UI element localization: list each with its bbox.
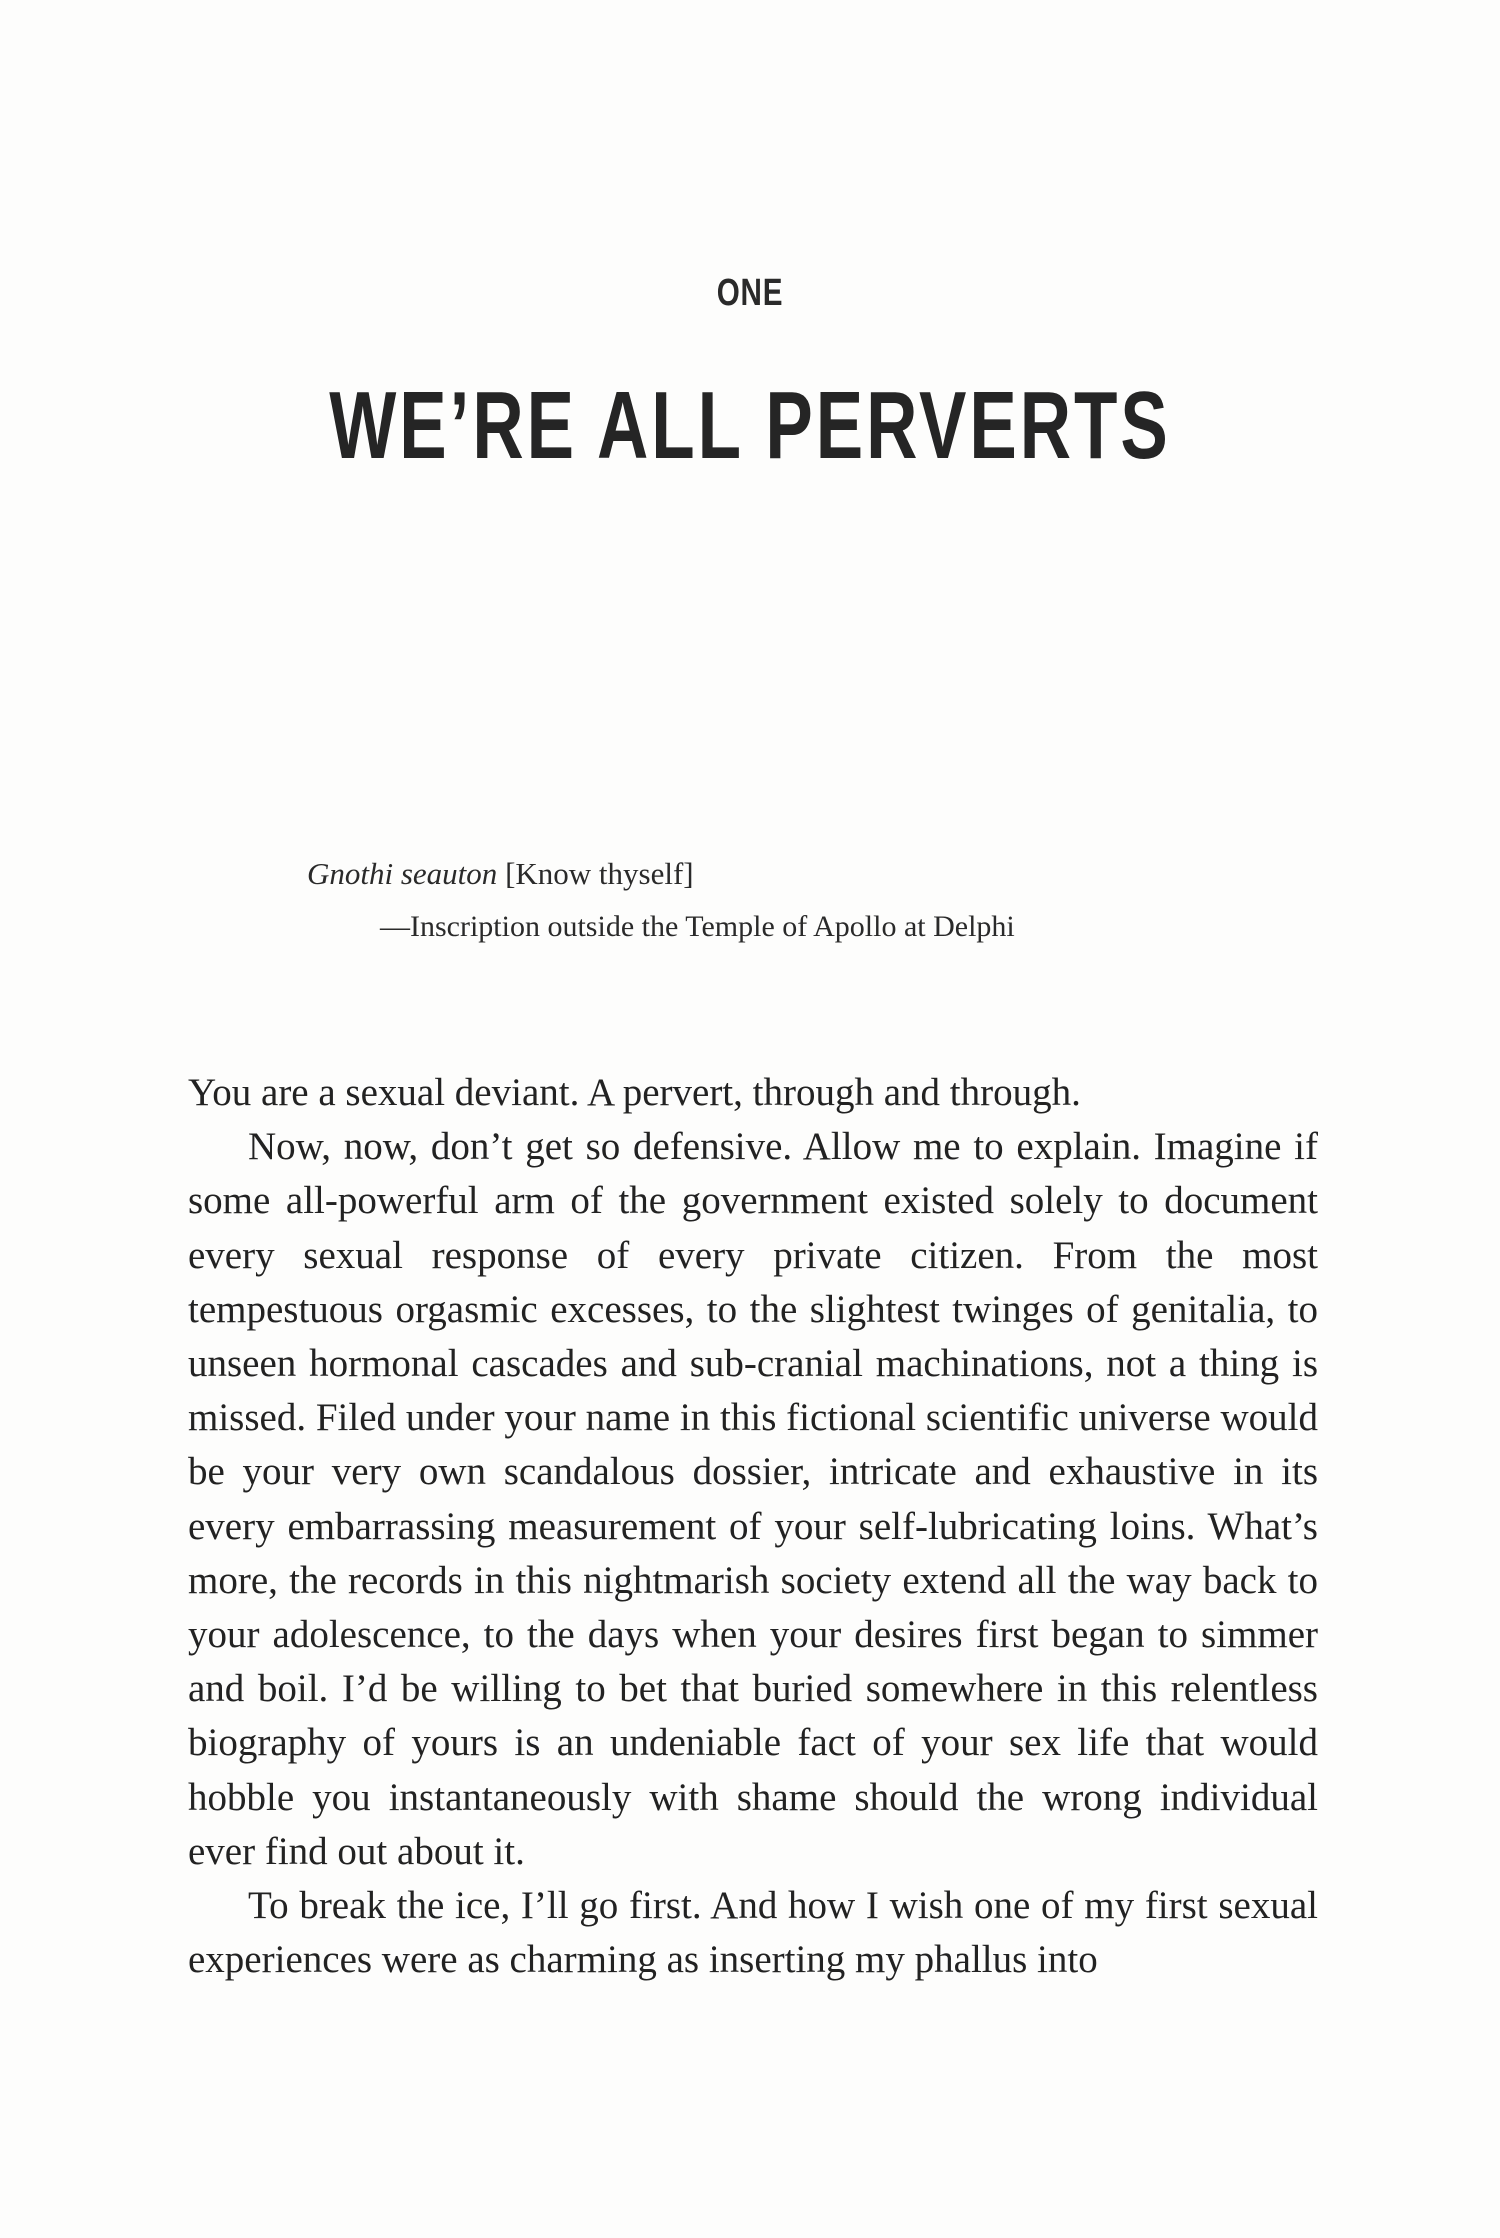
paragraph-3: To break the ice, I’ll go first. And how I wish one of my first sexual experiences were as charming as inserting my phallus into bbox=[188, 1884, 1318, 1982]
body-text bbox=[188, 1066, 1318, 1987]
paragraph-1: You are a sexual deviant. A pervert, through and through. bbox=[188, 1071, 1081, 1114]
paragraph-2: Now, now, don’t get so defensive. Allow me to explain. Imagine if some all-powerful arm of the government existed solely to document every sexual response of every private citizen. From the most tempestuous orgasmic excesses, to the slightest twinges of genitalia, to unseen hormonal cascades and sub-cranial machinations, not a thing is missed. Filed under your name in this fictional scientific universe would be your very own scandalous dossier, intricate and exhaustive in its every embarrassing measurement of your self-lubricating loins. What’s more, the records in this nightmarish society extend all the way back to your adolescence, to the days when your desires first began to simmer and boil. I’d be willing to bet that buried somewhere in this relentless biography of yours is an undeniable fact of your sex life that would hobble you instantaneously with shame should the wrong individual ever find out about it. bbox=[188, 1125, 1318, 1873]
epigraph-quote bbox=[307, 856, 694, 892]
epigraph-translation: [Know thyself] bbox=[505, 856, 694, 891]
chapter-title: WE’RE ALL PERVERTS bbox=[329, 372, 1171, 479]
epigraph-source: —Inscription outside the Temple of Apollo at Delphi bbox=[380, 910, 1015, 943]
epigraph-latin: Gnothi seauton bbox=[307, 856, 498, 891]
chapter-number: ONE bbox=[716, 272, 784, 314]
